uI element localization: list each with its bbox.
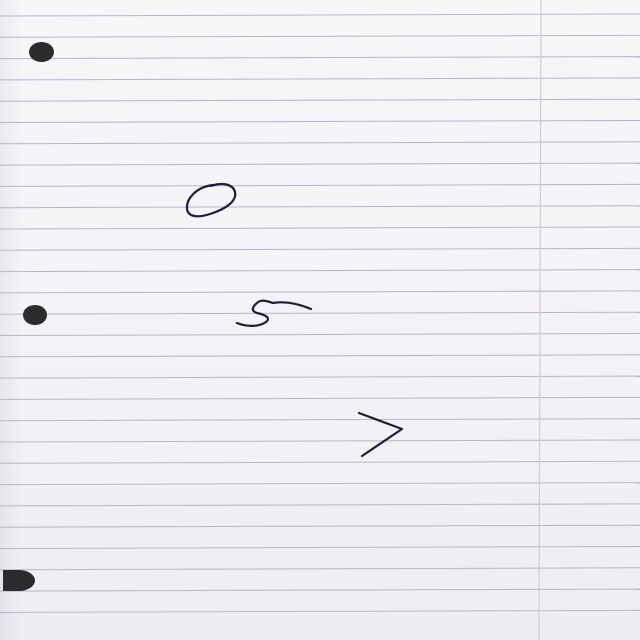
handwritten-five: [237, 301, 311, 326]
handwritten-greater-than: [359, 413, 402, 456]
handwritten-zero: [187, 184, 235, 216]
